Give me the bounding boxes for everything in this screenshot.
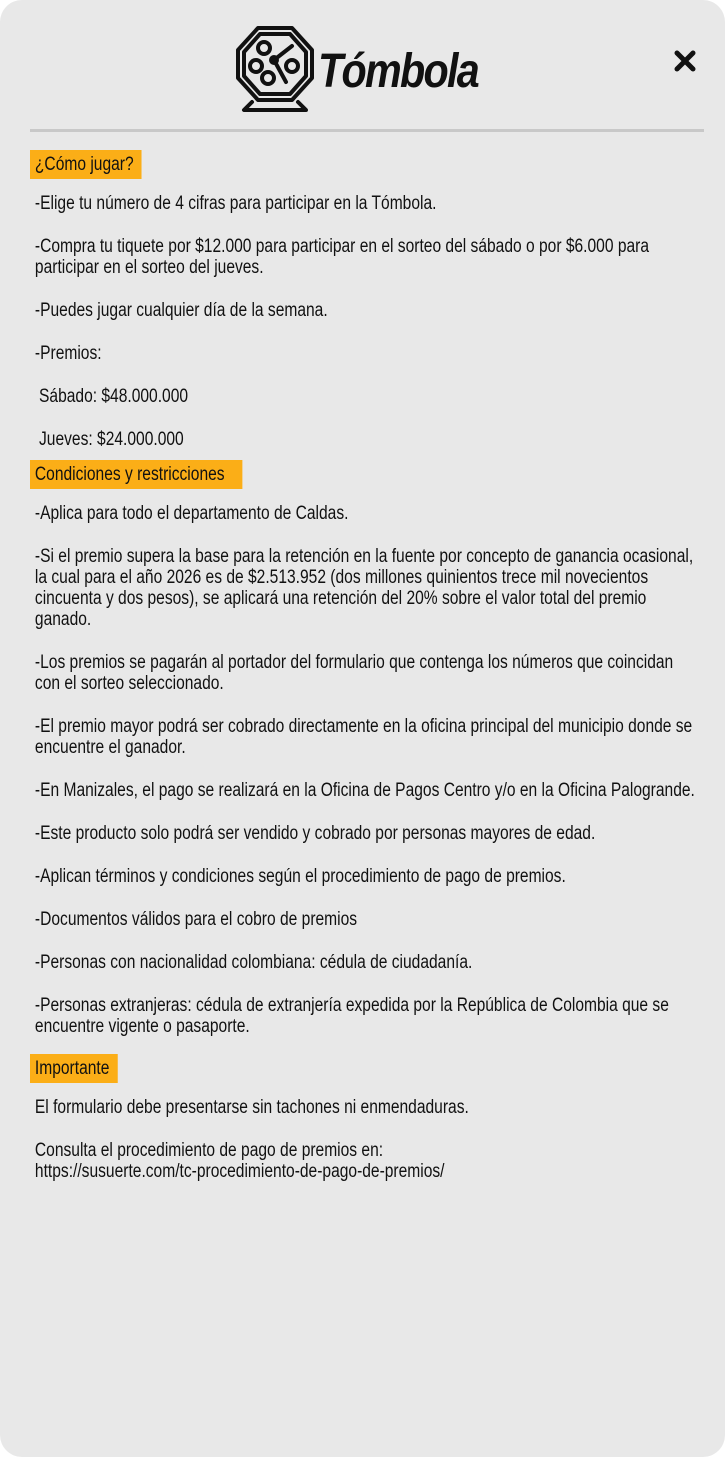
section-important bbox=[30, 1054, 698, 1084]
condition-line: -Aplica para todo el departamento de Caldas. bbox=[34, 503, 349, 524]
section-conditions bbox=[30, 460, 698, 490]
modal-header bbox=[0, 20, 725, 120]
payment-procedure-link[interactable]: https://susuerte.com/tc-procedimiento-de-pago-de-premios/ bbox=[34, 1161, 445, 1182]
section-label-conditions: Condiciones y restricciones bbox=[30, 460, 243, 489]
condition-line: -Si el premio supera la base para la retención en la fuente por concepto de ganancia ocasional, la cual para el año 2026 es de $2.513.952 (dos millones quinientos trece mil novecientos cincuenta y dos pesos), se aplicará una retención del 20% sobre el valor total del premio ganado. bbox=[34, 546, 694, 630]
page-title: Tómbola bbox=[318, 45, 478, 98]
header-divider bbox=[30, 129, 704, 132]
condition-line: -Personas con nacionalidad colombiana: cédula de ciudadanía. bbox=[34, 952, 473, 973]
condition-line: -Aplican términos y condiciones según el procedimiento de pago de premios. bbox=[34, 866, 566, 887]
section-how-to-play bbox=[30, 150, 698, 180]
important-line: El formulario debe presentarse sin tachones ni enmendaduras. bbox=[34, 1097, 469, 1118]
condition-line: -Este producto solo podrá ser vendido y cobrado por personas mayores de edad. bbox=[34, 823, 596, 844]
rule-line: -Premios: bbox=[34, 343, 102, 364]
condition-line: -Los premios se pagarán al portador del formulario que contenga los números que coincidan con el sorteo seleccionado. bbox=[34, 652, 674, 694]
rule-line: -Compra tu tiquete por $12.000 para participar en el sorteo del sábado o por $6.000 para participar en el sorteo del jueves. bbox=[34, 236, 650, 278]
section-label-important: Importante bbox=[30, 1054, 118, 1083]
lottery-drum-icon bbox=[234, 20, 316, 114]
modal-content bbox=[30, 150, 698, 1182]
condition-line: -En Manizales, el pago se realizará en la Oficina de Pagos Centro y/o en la Oficina Palogrande. bbox=[34, 780, 695, 801]
important-line: Consulta el procedimiento de pago de premios en: bbox=[34, 1140, 384, 1161]
section-label-how-to-play: ¿Cómo jugar? bbox=[30, 150, 142, 179]
condition-line: -Personas extranjeras: cédula de extranjería expedida por la República de Colombia que se encuentre vigente o pasaporte. bbox=[34, 995, 669, 1037]
rule-line: -Elige tu número de 4 cifras para participar en la Tómbola. bbox=[34, 193, 437, 214]
condition-line: -El premio mayor podrá ser cobrado directamente en la oficina principal del municipio donde se encuentre el ganador. bbox=[34, 716, 693, 758]
prize-thursday: Jueves: $24.000.000 bbox=[39, 429, 184, 450]
rule-line: -Puedes jugar cualquier día de la semana. bbox=[34, 300, 328, 321]
prize-saturday: Sábado: $48.000.000 bbox=[39, 386, 189, 407]
close-icon[interactable] bbox=[670, 46, 700, 76]
condition-line: -Documentos válidos para el cobro de premios bbox=[34, 909, 358, 930]
